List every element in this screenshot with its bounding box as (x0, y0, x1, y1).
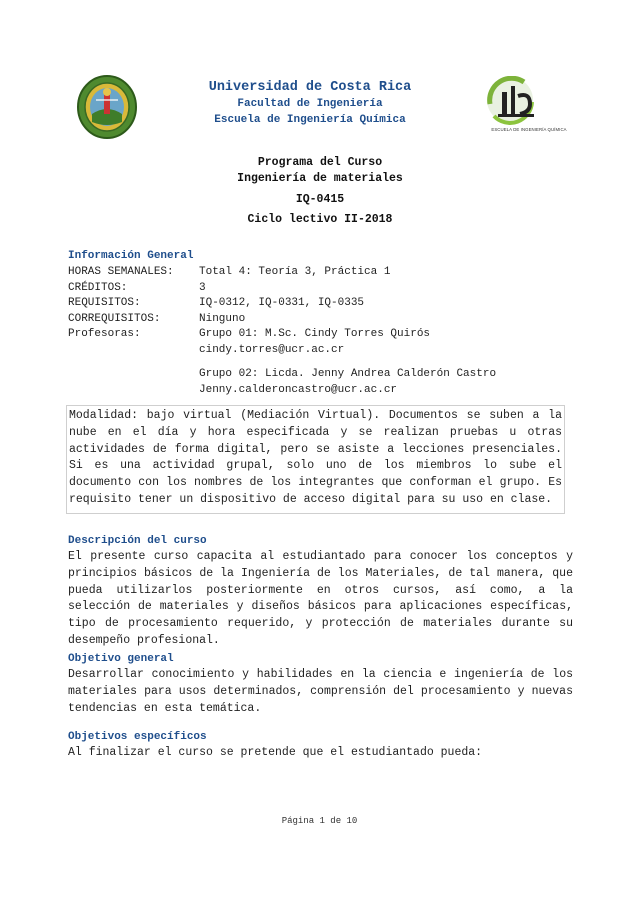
info-label: CORREQUISITOS: (68, 312, 161, 325)
modality-text: Modalidad: bajo virtual (Mediación Virtual). Documentos se suben a la nube en el día y hora especificada y se realizan pruebas u otras actividades de forma digital, pero se asiste a lecciones presenciales. Si es una actividad grupal, solo uno de los miembros lo sube el documento con los nombres de los integrantes que conforman el grupo. Es requisito tener un dispositivo de acceso digital para su uso en clase. (69, 409, 562, 506)
info-value: IQ-0312, IQ-0331, IQ-0335 (199, 297, 365, 309)
info-row (68, 265, 496, 281)
info-row (68, 312, 496, 328)
info-value: Grupo 01: M.Sc. Cindy Torres Quirós (199, 328, 431, 340)
school-logo (480, 76, 578, 138)
course-code: IQ-0415 (295, 193, 345, 206)
info-label: REQUISITOS: (68, 297, 141, 309)
school-logo-caption: ESCUELA DE INGENIERÍA QUÍMICA (491, 127, 567, 132)
modality-box (66, 405, 565, 514)
school-name: Escuela de Ingeniería Química (214, 114, 406, 126)
faculty-name: Facultad de Ingeniería (237, 98, 383, 110)
info-row (68, 343, 496, 359)
university-name: Universidad de Costa Rica (208, 80, 412, 95)
professor-2-email: Jenny.calderoncastro@ucr.ac.cr (199, 383, 398, 396)
specific-objectives-heading: Objetivos específicos (68, 731, 207, 743)
professor-2: Grupo 02: Licda. Jenny Andrea Calderón Castro (199, 368, 497, 380)
info-label: HORAS SEMANALES: (68, 266, 174, 278)
info-value: 3 (199, 281, 206, 294)
info-label: Profesoras: (68, 328, 141, 340)
general-objective-text: Desarrollar conocimiento y habilidades en la ciencia e ingeniería de los materiales para usos determinados, comprensión del procesamiento y nuevas tendencias en esta temática. (68, 668, 573, 715)
info-row (68, 367, 496, 383)
professor-1-email: cindy.torres@ucr.ac.cr (199, 343, 345, 356)
info-row (68, 296, 496, 312)
general-objective-heading: Objetivo general (68, 653, 174, 665)
info-value: Total 4: Teoría 3, Práctica 1 (199, 266, 391, 278)
university-seal-logo (76, 74, 138, 140)
info-row (68, 383, 496, 399)
info-row (68, 281, 496, 297)
general-info-table (68, 265, 496, 398)
course-term: Ciclo lectivo II-2018 (247, 213, 393, 226)
program-title: Programa del Curso (257, 156, 383, 169)
course-name: Ingeniería de materiales (237, 172, 403, 185)
description-heading: Descripción del curso (68, 535, 207, 547)
specific-objectives-text: Al finalizar el curso se pretende que el estudiantado pueda: (68, 746, 483, 759)
info-label: CRÉDITOS: (68, 281, 128, 294)
info-row (68, 327, 496, 343)
info-value: Ninguno (199, 312, 246, 325)
page-number: Página 1 de 10 (281, 816, 358, 826)
general-info-heading: Información General (68, 250, 194, 262)
description-text: El presente curso capacita al estudiantado para conocer los conceptos y principios básicos de la Ingeniería de los Materiales, de tal manera, que pueda utilizarlos posteriormente en otros cursos, así como, a la selección de materiales y diseños básicos para aplicaciones específicas, tipo de procesamiento requerido, y protección de materiales durante su desempeño profesional. (68, 550, 573, 647)
